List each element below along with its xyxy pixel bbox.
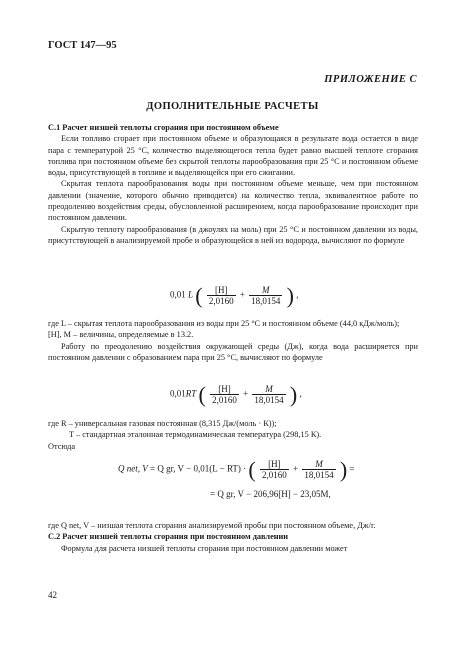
section-c1-text-2 — [48, 318, 418, 363]
appendix-label: ПРИЛОЖЕНИЕ С — [324, 74, 417, 85]
numerator: M — [249, 285, 282, 296]
standard-code: ГОСТ 147—95 — [48, 40, 117, 51]
paragraph: Формула для расчета низшей теплоты сгорания при постоянном давлении может — [61, 543, 348, 553]
formula-var: RT — [185, 388, 197, 399]
paragraph: Работу по преодолению воздействия окружающей среды (Дж), когда вода расширяется при постоянном давлении с образованием пара при 25 °С, вычисляют по формуле — [48, 341, 418, 362]
denominator: 18,0154 — [251, 296, 281, 306]
where-clause: где Q net, V – низшая теплота сгорания анализируемой пробы при постоянном объеме, Дж/г. — [48, 521, 376, 530]
paren-open: ( — [248, 456, 256, 482]
paren-close: ) — [339, 456, 348, 482]
section-c1-text-3 — [48, 418, 418, 452]
section-c2-heading: С.2 Расчет низшей теплоты сгорания при постоянном давлении — [48, 532, 289, 542]
numerator: M — [302, 459, 335, 470]
numerator: [H] — [207, 285, 236, 296]
paren-close: ) — [289, 381, 298, 407]
fraction — [302, 459, 335, 480]
formula-tail: = — [349, 463, 355, 474]
paragraph: Если топливо сгорает при постоянном объеме и образующаяся в результате вода остается в виде пара с температурой 25 °С, количество выделяющегося тепла будет равно высшей теплоте сгорания топлива при постоянном объеме без скрытой теплоты парообразования при 25 °С и постоянном объеме воды, присутствующей в топливе и выделяющейся при его сжигании. — [48, 134, 418, 178]
paragraph: Скрытую теплоту парообразования (в джоулях на моль) при 25 °С и постоянном давлении из воды, присутствующей в анализируемой пробе и образующейся в ней из водорода, вычисляют по формуле — [48, 224, 418, 245]
numerator: [H] — [260, 459, 289, 470]
paren-open: ( — [198, 381, 206, 407]
formula-net-heat: Q net, V = Q gr, V − 0,01(L − RT) · ( $\frac{[H]}{2,0160}$ + $\frac{M}{18,0154}$ ) = — [118, 456, 355, 482]
page-number: 42 — [48, 590, 57, 600]
formula-work: 0,01RT ( $\frac{[H]}{2,0160}$ + $\frac{M}{18,0154}$ ) , — [170, 381, 302, 407]
hence-label: Отсюда — [48, 441, 76, 451]
section-c1-text-4 — [48, 520, 418, 554]
formula-tail: , — [299, 388, 302, 399]
formula-rhs: = Q gr, V − 0,01(L − RT) · — [150, 463, 247, 474]
where-clause: T – стандартная эталонная термодинамическая температура (298,15 К). — [69, 430, 322, 440]
numerator: M — [252, 384, 285, 395]
fraction — [207, 285, 236, 306]
formula-var: L — [188, 289, 194, 300]
denominator: 2,0160 — [261, 470, 287, 480]
where-clause: где R – универсальная газовая постоянная (8,315 Дж/(моль · К)); — [48, 419, 277, 428]
section-title: ДОПОЛНИТЕЛЬНЫЕ РАСЧЕТЫ — [146, 101, 319, 112]
formula-lhs: Q net, V — [118, 463, 148, 474]
fraction — [249, 285, 282, 306]
formula-coef: 0,01 — [170, 388, 186, 399]
fraction — [252, 384, 285, 405]
denominator: 2,0160 — [212, 395, 237, 405]
where-clause: где L – скрытая теплота парообразования из воды при 25 °С и постоянном объеме (44,0 кДж/моль); — [48, 319, 400, 328]
formula-latent-heat: 0,01 L ( $\frac{[H]}{2,0160}$ + $\frac{M}{18,0154}$ ) , — [170, 282, 299, 308]
paren-close: ) — [286, 282, 294, 308]
section-c1-text — [48, 122, 418, 246]
fraction — [260, 459, 289, 480]
formula-tail: , — [296, 289, 299, 300]
where-clause: [H], M – величины, определяемые в 13.2. — [48, 330, 194, 340]
paren-open: ( — [195, 282, 203, 308]
fraction — [210, 384, 239, 405]
numerator: [H] — [210, 384, 239, 395]
formula-net-heat-result: = Q gr, V − 206,96[H] − 23,05M, — [210, 489, 331, 499]
formula-coef: 0,01 — [170, 289, 186, 300]
section-c1-heading: С.1 Расчет низшей теплоты сгорания при постоянном объеме — [48, 123, 279, 132]
denominator: 2,0160 — [208, 296, 234, 306]
paragraph: Скрытая теплота парообразования воды при постоянном объеме меньше, чем при постоянном давлении (значение, которого обычно приводится) на количество тепла, эквивалентное работе по преодолению воздействия среды, обусловленной расширением, когда парообразование происходит при постоянном давлении. — [48, 179, 418, 223]
denominator: 18,0154 — [304, 470, 334, 480]
denominator: 18,0154 — [254, 395, 284, 405]
